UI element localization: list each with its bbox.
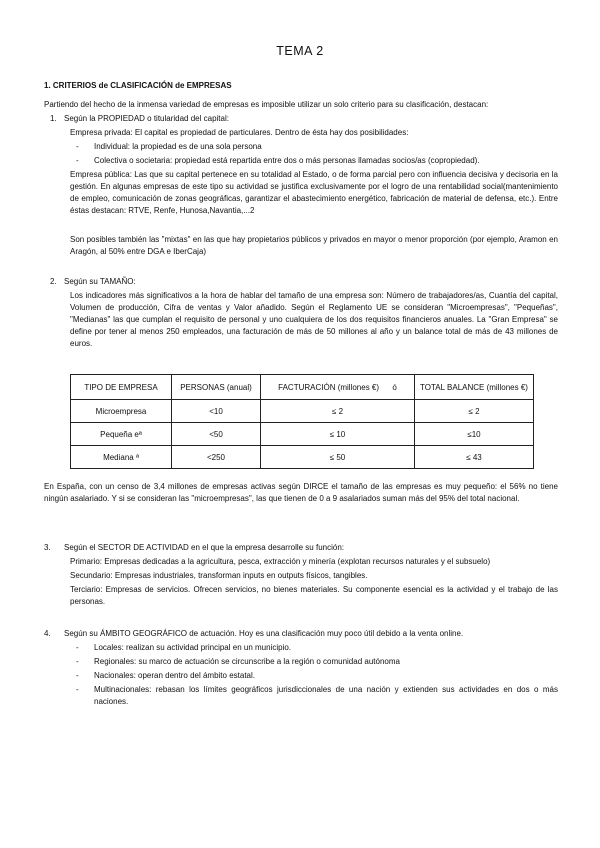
bullet-marker: - xyxy=(76,657,79,666)
revenue-header: FACTURACIÓN (millones €) xyxy=(278,382,380,392)
company-size-table xyxy=(70,374,534,469)
table-cell: ≤ 10 xyxy=(261,423,415,446)
size-paragraph: Los indicadores más significativos a la hora de hablar del tamaño de una empresa son: Número de trabajadores/as, Cuantía del capital, Volumen de producción, Cifra de ventas y Valor añadido. Según el Reglamento UE se consideran "Microempresas", "Pequeñas", "Medianas" las que cumplan el requisito de personal y uno cualquiera de los dos requisitos financieros anuales. La "Gran Empresa" se define por tener al menos 250 empleados, una facturación de más de 50 millones al año y un balance total de más de 43 millones de euros. xyxy=(70,291,558,348)
primary-sector-line: Primario: Empresas dedicadas a la agricultura, pesca, extracción y minería (explotan recursos naturales y el subsuelo) xyxy=(70,557,491,566)
or-header: ó xyxy=(392,382,397,392)
bullet-marker: - xyxy=(76,685,79,694)
intro-text: Partiendo del hecho de la inmensa variedad de empresas es imposible utilizar un solo criterio para su clasificación, destacan: xyxy=(44,100,489,109)
collective-item: Colectiva o societaria: propiedad está repartida entre dos o más personas llamadas socios/as (copropiedad). xyxy=(94,156,480,165)
table-header-cell: PERSONAS (anual) xyxy=(172,375,261,400)
table-cell: Microempresa xyxy=(71,400,172,423)
table-cell: <10 xyxy=(172,400,261,423)
table-cell: ≤ 2 xyxy=(261,400,415,423)
table-cell: <50 xyxy=(172,423,261,446)
table-row xyxy=(71,446,534,469)
table-header-cell: TOTAL BALANCE (millones €) xyxy=(415,375,534,400)
table-header-cell xyxy=(261,375,415,400)
public-company-paragraph: Empresa pública: Las que su capital pertenece en su totalidad al Estado, o de forma parcial pero con influencia decisiva y decisoria en la gestión. En algunas empresas de este tipo su actividad se justifica exclusivamente por el logro de una rentabilidad social(mantenimiento de empleo, comunicación de zonas geográficas, garantizar el abastecimiento energético, fabricación de material de defensa, etc.). Entre éstas destacan: RTVE, Renfe, Hunosa,Navantia,...2 xyxy=(70,170,558,215)
secondary-sector-line: Secundario: Empresas industriales, transforman inputs en outputs físicos, tangibles. xyxy=(70,571,368,580)
criterion-1-heading: Según la PROPIEDAD o titularidad del capital: xyxy=(64,114,229,123)
table-header-row xyxy=(71,375,534,400)
page-title: TEMA 2 xyxy=(276,44,324,58)
table-row xyxy=(71,423,534,446)
private-company-line: Empresa privada: El capital es propiedad de particulares. Dentro de ésta hay dos posibilidades: xyxy=(70,128,409,137)
bullet-marker: - xyxy=(76,156,79,165)
multinational-item: Multinacionales: rebasan los límites geográficos jurisdiccionales de una nación y extienden sus actividades en dos o más naciones. xyxy=(94,685,558,706)
table-row xyxy=(71,400,534,423)
criterion-2-heading: Según su TAMAÑO: xyxy=(64,277,136,286)
bullet-marker: - xyxy=(76,142,79,151)
criterion-2-number: 2. xyxy=(50,277,57,286)
spain-paragraph: En España, con un censo de 3,4 millones de empresas activas según DIRCE el tamaño de las empresas es muy pequeño: el 56% no tiene ningún asalariado. Y si se consideran las "microempresas", las que tienen de 0 a 9 asalariados suman más del 95% del total nacional. xyxy=(44,482,558,503)
tertiary-sector-paragraph: Terciario: Empresas de servicios. Ofrecen servicios, no bienes materiales. Su componente esencial es la actividad y el trabajo de las personas. xyxy=(70,585,558,606)
table-header-cell: TIPO DE EMPRESA xyxy=(71,375,172,400)
bullet-marker: - xyxy=(76,671,79,680)
criterion-3-number: 3. xyxy=(44,543,51,552)
table-cell: ≤ 50 xyxy=(261,446,415,469)
table-cell: Pequeña eª xyxy=(71,423,172,446)
table-cell: ≤ 2 xyxy=(415,400,534,423)
criterion-3-heading: Según el SECTOR DE ACTIVIDAD en el que la empresa desarrolle su función: xyxy=(64,543,344,552)
criterion-1-number: 1. xyxy=(50,114,57,123)
criterion-4-number: 4. xyxy=(44,629,51,638)
national-item: Nacionales: operan dentro del ámbito estatal. xyxy=(94,671,255,680)
table-cell: <250 xyxy=(172,446,261,469)
criterion-4-heading: Según su ÁMBITO GEOGRÁFICO de actuación. Hoy es una clasificación muy poco útil debido a la venta online. xyxy=(64,629,464,638)
individual-item: Individual: la propiedad es de una sola persona xyxy=(94,142,262,151)
section-heading: 1. CRITERIOS de CLASIFICACIÓN de EMPRESAS xyxy=(44,81,232,90)
table-cell: ≤ 43 xyxy=(415,446,534,469)
local-item: Locales: realizan su actividad principal en un municipio. xyxy=(94,643,291,652)
table-cell: Mediana ª xyxy=(71,446,172,469)
mixed-company-paragraph: Son posibles también las "mixtas" en las que hay propietarios públicos y privados en mayor o menor proporción (por ejemplo, Aramon en Aragón, al 50% entre DGA e IberCaja) xyxy=(70,235,558,256)
bullet-marker: - xyxy=(76,643,79,652)
table-cell: ≤10 xyxy=(415,423,534,446)
regional-item: Regionales: su marco de actuación se circunscribe a la región o comunidad autónoma xyxy=(94,657,400,666)
